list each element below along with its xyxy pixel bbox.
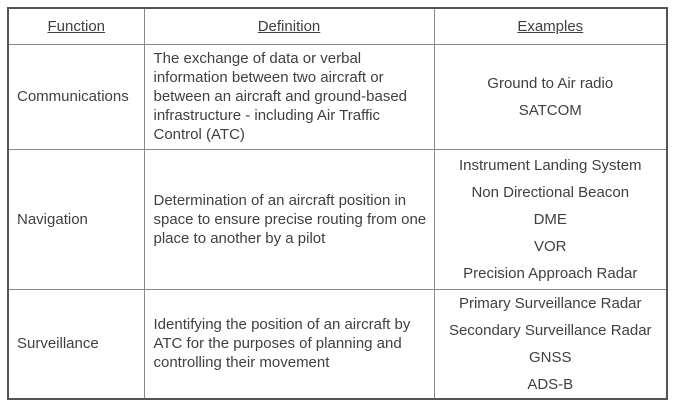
example-item: Primary Surveillance Radar [458,294,642,312]
example-item: Instrument Landing System [458,156,642,174]
header-examples-label: Examples [517,17,584,35]
example-item: Precision Approach Radar [463,264,638,282]
example-item: Secondary Surveillance Radar [448,321,652,339]
header-definition [144,8,434,44]
function-cell-surveillance: Surveillance [8,289,144,399]
example-item: ADS-B [527,375,574,393]
example-item: DME [533,210,567,228]
header-definition-label: Definition [257,17,321,35]
examples-cell-communications [434,44,667,149]
example-item: Non Directional Beacon [471,183,630,201]
examples-cell-navigation [434,149,667,289]
example-item: SATCOM [518,101,582,119]
definition-cell-communications: The exchange of data or verbal information between two aircraft or between an aircraft and ground-based infrastructure - including Air Traffic Control (ATC) [144,44,434,149]
definition-cell-surveillance: Identifying the position of an aircraft by ATC for the purposes of planning and controlling their movement [144,289,434,399]
function-cell-communications: Communications [8,44,144,149]
table-row-communications [8,44,667,149]
examples-cell-surveillance [434,289,667,399]
example-item: GNSS [528,348,572,366]
header-examples [434,8,667,44]
table-header-row [8,8,667,44]
example-item: VOR [533,237,567,255]
function-cell-navigation: Navigation [8,149,144,289]
definition-cell-navigation: Determination of an aircraft position in space to ensure precise routing from one place to another by a pilot [144,149,434,289]
header-function-label: Function [47,17,106,35]
header-function [8,8,144,44]
table-row-surveillance [8,289,667,399]
example-item: Ground to Air radio [487,74,614,92]
table-row-navigation [8,149,667,289]
avionics-functions-table [7,7,668,400]
